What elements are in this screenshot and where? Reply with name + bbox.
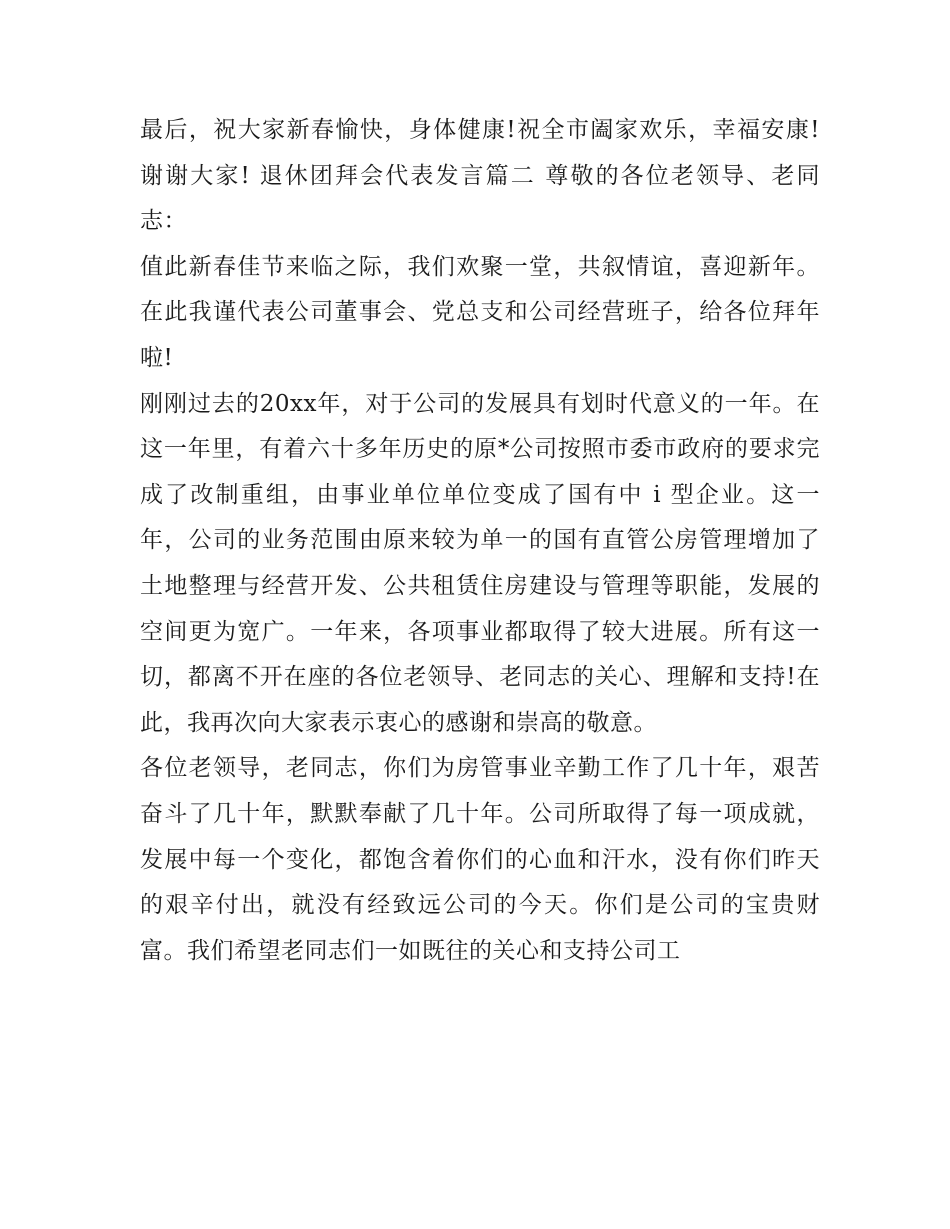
paragraph-company-progress: 刚刚过去的20xx年，对于公司的发展具有划时代意义的一年。在这一年里，有着六十多年历史的原*公司按照市委市政府的要求完成了改制重组，由事业单位单位变成了国有中 i 型企业。这一年，公司的业务范围由原来较为单一的国有直管公房管理增加了土地整理与经营开发、公共租赁住房建设与管理等职能，发展的空间更为宽广。一年来，各项事业都取得了较大进展。所有这一切，都离不开在座的各位老领导、老同志的关心、理解和支持!在此，我再次向大家表示衷心的感谢和崇高的敬意。 (140, 390, 820, 736)
paragraph-veterans-contribution: 各位老领导，老同志，你们为房管事业辛勤工作了几十年，艰苦奋斗了几十年，默默奉献了几十年。公司所取得了每一项成就，发展中每一个变化，都饱含着你们的心血和汗水，没有你们昨天的艰辛付出，就没有经致远公司的今天。你们是公司的宝贵财富。我们希望老同志们一如既往的关心和支持公司工 (140, 755, 820, 964)
document-body (140, 108, 820, 974)
paragraph-new-year-wishes: 值此新春佳节来临之际，我们欢聚一堂，共叙情谊，喜迎新年。在此我谨代表公司董事会、党总支和公司经营班子，给各位拜年啦! (140, 253, 820, 371)
paragraph-closing-and-greeting: 最后，祝大家新春愉快，身体健康!祝全市阖家欢乐，幸福安康! 谢谢大家! 退休团拜会代表发言篇二 尊敬的各位老领导、老同志： (140, 117, 820, 235)
